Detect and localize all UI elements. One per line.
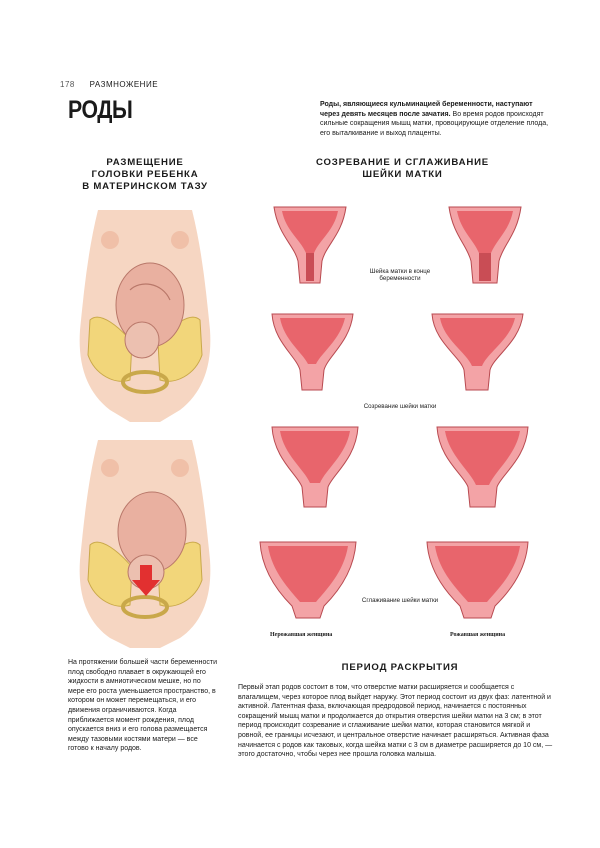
period-title: ПЕРИОД РАСКРЫТИЯ (341, 662, 459, 673)
uterus-row-3-right (435, 425, 530, 510)
torso-illustration-top (70, 210, 220, 425)
page-title: РОДЫ (68, 96, 133, 124)
legend-nulliparous: Нерожавшая женщина (270, 632, 333, 638)
caption-ripening: Созревание шейки матки (363, 403, 437, 410)
left-section-title (60, 157, 230, 193)
page-number: 178 (60, 80, 75, 89)
period-body-text: Первый этап родов состоит в том, что отверстие матки расширяется и сообщается с влагалищем, через которое плод выйдет наружу. Этот период состоит из двух фаз: латентной и активной. Латентная фаза, включающая предродовой период, начинается с постоянных сокращений мышц матки и продолжается до открытия отверстия шейки матки на 3 см; в этот период происходит созревание и сглаживание шейки матки, которая становится мягкой и ровной, ее границы исчезают, и центральное отверстие начинает расширяться. Активная фаза начинается с родов как таковых, когда шейка матки с 3 см в диаметре расширяется до 10 см, — этого достаточно, чтобы через нее прошла головка малыша. (238, 684, 553, 759)
caption-end-of-pregnancy: Шейка матки в конце беременности (369, 268, 431, 282)
uterus-row-2-left (270, 312, 355, 392)
intro-paragraph (320, 100, 552, 138)
left-title-line: РАЗМЕЩЕНИЕ (106, 157, 184, 168)
legend-parous: Рожавшая женщина (450, 632, 506, 638)
uterus-row-4-right (425, 540, 530, 620)
uterus-row-3-left (270, 425, 360, 510)
running-header (60, 80, 158, 89)
left-title-line: В МАТЕРИНСКОМ ТАЗУ (82, 181, 208, 192)
uterus-row-1-right (445, 205, 525, 285)
intro-bold: Роды, являющиеся кульминацией беременности, наступают через девять месяцев после зачатия. (320, 101, 533, 118)
intro-text: Во время родов происходят сильные сокращения мышц матки, провоцирующие отделение плода, его выталкивание и выход плаценты. (320, 110, 549, 137)
uterus-row-2-right (430, 312, 525, 392)
uterus-row-4-left (258, 540, 358, 620)
caption-effacement: Сглаживание шейки матки (361, 597, 439, 604)
right-title-line: ШЕЙКИ МАТКИ (362, 169, 443, 180)
section-name: РАЗМНОЖЕНИЕ (89, 80, 159, 89)
uterus-row-1-left (270, 205, 350, 285)
right-section-title (290, 157, 515, 181)
torso-illustration-bottom (70, 440, 220, 650)
left-body-text: На протяжении большей части беременности плод свободно плавает в окружающей его жидкости в амниотическом мешке, но по мере его роста уменьшается пространство, в котором он может перемещаться, и его движения ограничиваются. Когда приближается момент рождения, плод опускается вниз и его голова размещается между тазовыми костями матери — все готово к началу родов. (68, 659, 218, 753)
right-title-line: СОЗРЕВАНИЕ И СГЛАЖИВАНИЕ (316, 157, 489, 168)
left-title-line: ГОЛОВКИ РЕБЕНКА (91, 169, 199, 180)
